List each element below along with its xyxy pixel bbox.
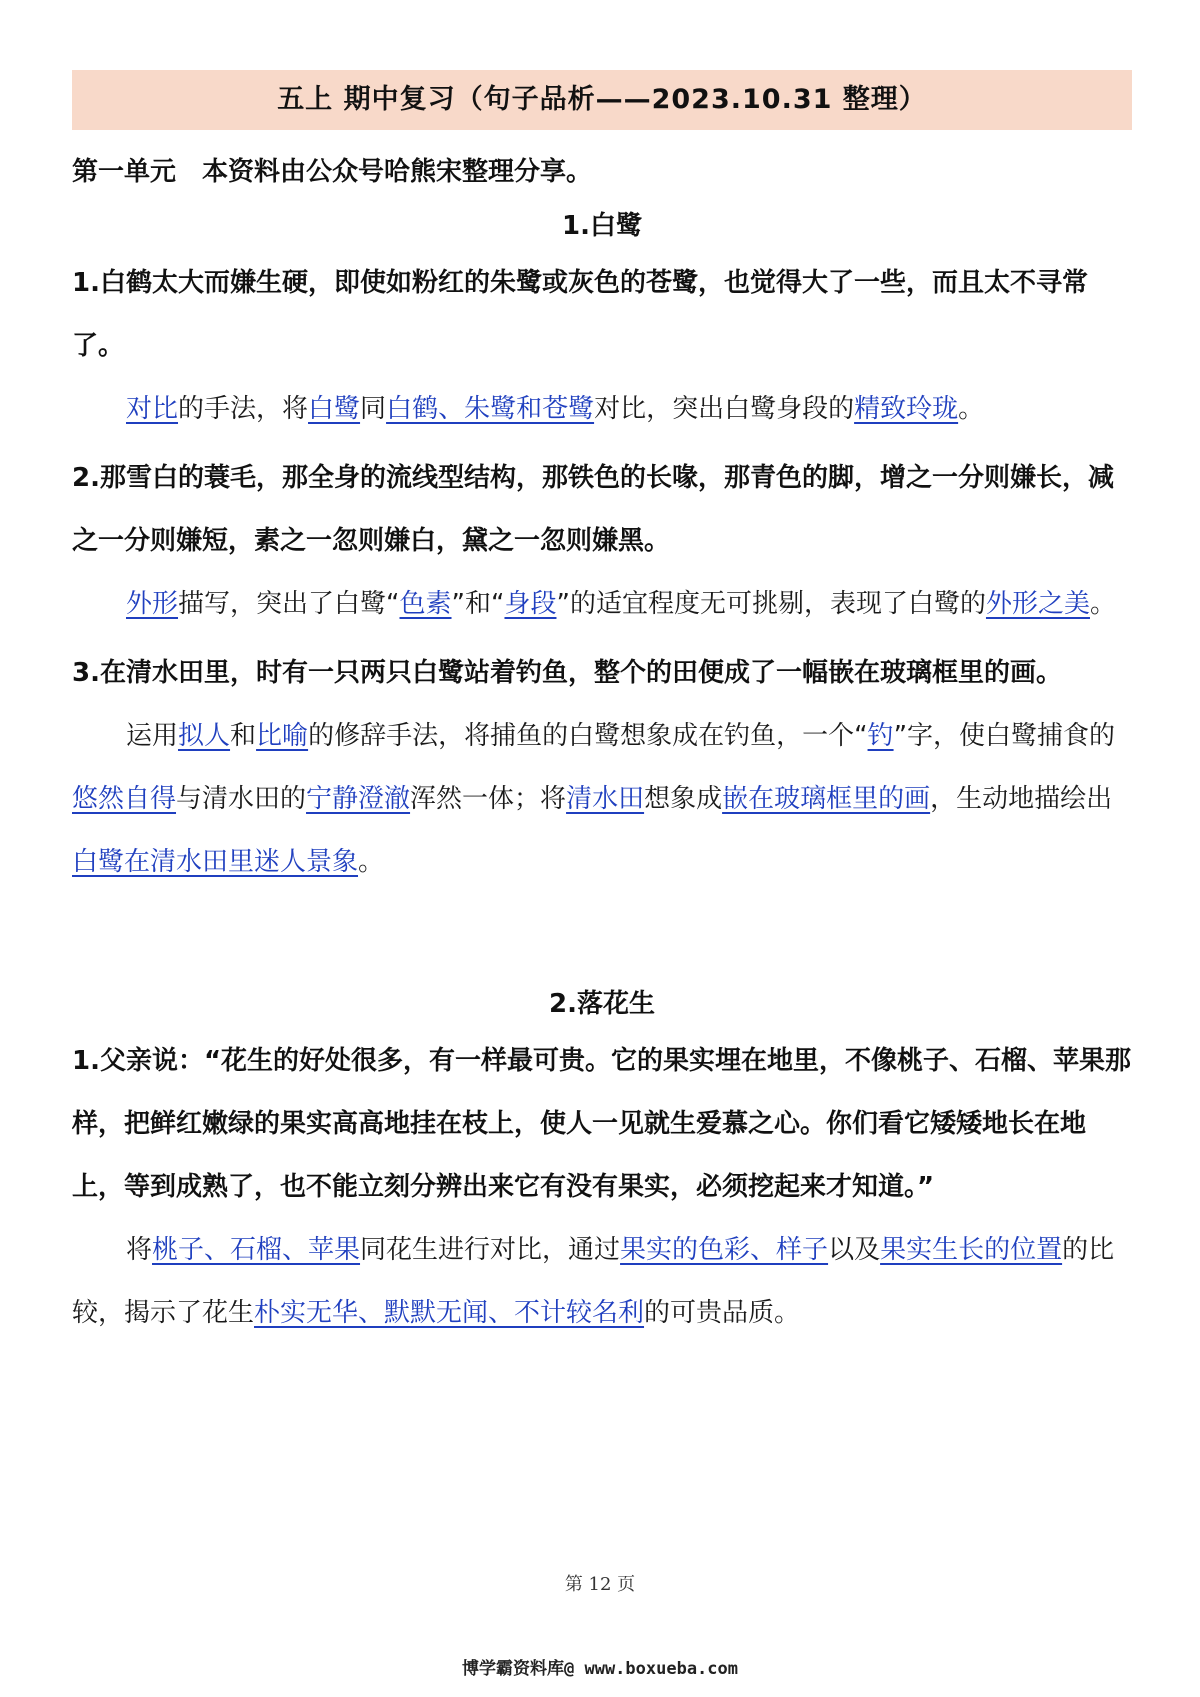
- analysis-text: 和: [230, 721, 257, 751]
- keyword-highlight: 白鹭在清水田里迷人景象: [72, 847, 359, 877]
- keyword-highlight: 外形: [126, 589, 179, 619]
- analysis-text: 浑然一体；将: [410, 784, 567, 814]
- keyword-highlight: 拟人: [178, 721, 231, 751]
- keyword-highlight: 果实的色彩、样子: [620, 1235, 829, 1265]
- analysis-text: 的比较，揭示了花生: [72, 1235, 1115, 1328]
- analysis-text: 想象成: [644, 784, 723, 814]
- document-page: [72, 70, 1132, 1345]
- analysis-text: ”和“: [451, 589, 505, 619]
- keyword-highlight: 色素: [399, 589, 452, 619]
- keyword-highlight: 精致玲珑: [854, 394, 959, 424]
- analysis-paragraph: [72, 573, 1132, 636]
- keyword-highlight: 对比: [126, 394, 179, 424]
- lessons-container: [72, 206, 1132, 1345]
- analysis-text: 同花生进行对比，通过: [360, 1235, 621, 1265]
- keyword-highlight: 悠然自得: [72, 784, 177, 814]
- keyword-highlight: 果实生长的位置: [880, 1235, 1063, 1265]
- keyword-highlight: 朴实无华、默默无闻、不计较名利: [254, 1298, 645, 1328]
- keyword-highlight: 外形之美: [985, 589, 1090, 619]
- analysis-text: 描写，突出了白鹭“: [178, 589, 400, 619]
- page-title: 五上 期中复习（句子品析——2023.10.31 整理）: [72, 70, 1132, 130]
- question-sentence: 1.父亲说：“花生的好处很多，有一样最可贵。它的果实埋在地里，不像桃子、石榴、苹果那样，把鲜红嫩绿的果实高高地挂在枝上，使人一见就生爱慕之心。你们看它矮矮地长在地上，等到成熟了，也不能立刻分辨出来它有没有果实，必须挖起来才知道。”: [72, 1046, 1132, 1202]
- analysis-text: ”字，使白鹭捕食的: [893, 721, 1116, 751]
- question-sentence: 3.在清水田里，时有一只两只白鹭站着钓鱼，整个的田便成了一幅嵌在玻璃框里的画。: [72, 658, 1062, 688]
- analysis-text: 。: [358, 847, 385, 877]
- analysis-text: 。: [1089, 589, 1116, 619]
- analysis-text: ”的适宜程度无可挑剔，表现了白鹭的: [556, 589, 986, 619]
- analysis-text: 运用: [126, 721, 179, 751]
- analysis-text: 的修辞手法，将捕鱼的白鹭想象成在钓鱼，一个“: [308, 721, 868, 751]
- analysis-text: 对比，突出白鹭身段的: [594, 394, 855, 424]
- analysis-text: 将: [126, 1235, 153, 1265]
- keyword-highlight: 白鹭: [308, 394, 361, 424]
- keyword-highlight: 宁静澄澈: [306, 784, 411, 814]
- keyword-highlight: 嵌在玻璃框里的画: [722, 784, 931, 814]
- analysis-paragraph: [72, 1219, 1132, 1345]
- analysis-text: 的可贵品质。: [644, 1298, 801, 1328]
- page-number: 第 12 页: [564, 1574, 636, 1595]
- keyword-highlight: 比喻: [256, 721, 309, 751]
- keyword-highlight: 白鹤、朱鹭和苍鹭: [386, 394, 595, 424]
- lesson-title: 1.白鹭: [562, 211, 642, 241]
- analysis-text: 。: [958, 394, 985, 424]
- source-credit: 博学霸资料库@ www.boxueba.com: [462, 1659, 738, 1679]
- question-sentence: 2.那雪白的蓑毛，那全身的流线型结构，那铁色的长喙，那青色的脚，增之一分则嫌长，减之一分则嫌短，素之一忽则嫌白，黛之一忽则嫌黑。: [72, 463, 1114, 556]
- question-sentence: 1.白鹤太大而嫌生硬，即使如粉红的朱鹭或灰色的苍鹭，也觉得大了一些，而且太不寻常了。: [72, 268, 1088, 361]
- analysis-text: 以及: [828, 1235, 881, 1265]
- keyword-highlight: 身段: [504, 589, 557, 619]
- keyword-highlight: 清水田: [566, 784, 645, 814]
- analysis-text: ，生动地描绘出: [930, 784, 1113, 814]
- lesson-title: 2.落花生: [549, 989, 655, 1019]
- keyword-highlight: 钓: [867, 721, 894, 751]
- keyword-highlight: 桃子、石榴、苹果: [152, 1235, 361, 1265]
- analysis-paragraph: [72, 705, 1132, 894]
- analysis-paragraph: [72, 378, 1132, 441]
- unit-heading: 第一单元 本资料由公众号哈熊宋整理分享。: [72, 157, 593, 187]
- analysis-text: 与清水田的: [176, 784, 307, 814]
- analysis-text: 同: [360, 394, 387, 424]
- analysis-text: 的手法，将: [178, 394, 309, 424]
